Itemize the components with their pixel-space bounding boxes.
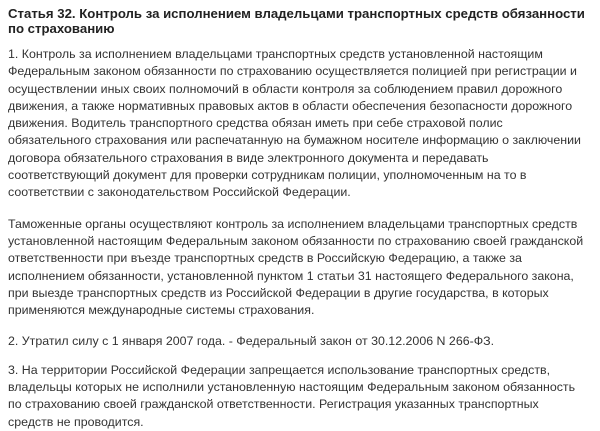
repealed-text: 2. Утратил силу с 1 января 2007 года. - — [8, 334, 237, 349]
paragraph-2: Таможенные органы осуществляют контроль за исполнением владельцами транспортных средств установленной настоящим Федеральным законом обязанности по страхованию своей гражданской ответственности при въезде транспортных средств в Российскую Федерацию, а также за исполнением обязанности, установленной пунктом 1 статьи 31 настоящего Федерального закона, при выезде транспортных средств из Российской Федерации в другие государства, в которых применяются международные системы страхования. — [8, 216, 584, 318]
paragraph-3 — [8, 333, 592, 350]
paragraph-1: 1. Контроль за исполнением владельцами транспортных средств установленной настоящим Федеральным законом обязанности по страхованию осуществляется полицией при регистрации и осуществлении иных своих полномочий в области контроля за соблюдением правил дорожного движения, а также нормативных правовых актов в области обеспечения безопасности дорожного движения. Водитель транспортного средства обязан иметь при себе страховой полис обязательного страхования или распечатанную на бумажном носителе информацию о заключении договора обязательного страхования в виде электронного документа и передавать соответствующий документ для проверки сотрудникам полиции, уполномоченным на то в соответствии с законодательством Российской Федерации. — [8, 47, 581, 200]
paragraph-4: 3. На территории Российской Федерации запрещается использование транспортных средств, владельцы которых не исполнили установленную настоящим Федеральным законом обязанность по страхованию своей гражданской ответственности. Регистрация указанных транспортных средств не проводится. — [8, 362, 576, 429]
federal-law-reference: Федеральный закон от 30.12.2006 N 266-ФЗ. — [236, 334, 495, 349]
article-title: Статья 32. Контроль за исполнением владельцами транспортных средств обязанности по страхованию — [8, 6, 585, 36]
